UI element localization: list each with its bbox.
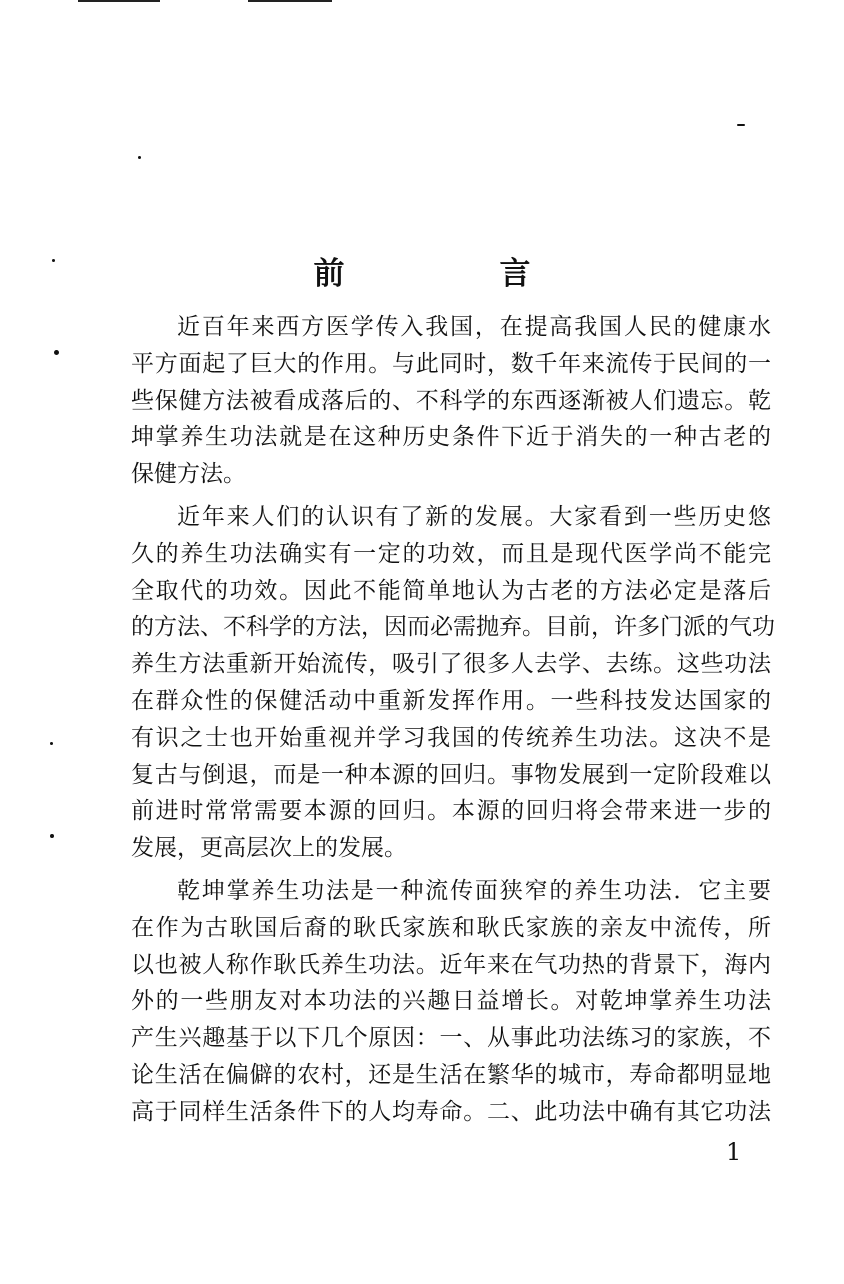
text-line: 坤掌养生功法就是在这种历史条件下近于消失的一种古老的 [131,424,771,451]
text-line: 平方面起了巨大的作用。与此同时，数千年来流传于民间的一 [131,350,771,377]
paragraph [131,499,775,867]
scan-speck [138,156,141,159]
page-number: 1 [726,1138,742,1166]
text-line: 些保健方法被看成落后的、不科学的东西逐渐被人们遗忘。乾 [131,387,771,414]
text-line: 近百年来西方医学传入我国，在提高我国人民的健康水 [177,314,771,340]
preface-body [131,309,775,1131]
text-line: 在群众性的保健活动中重新发挥作用。一些科技发达国家的 [131,687,771,714]
text-line: 外的一些朋友对本功法的兴趣日益增长。对乾坤掌养生功法 [131,988,771,1015]
text-line: 乾坤掌养生功法是一种流传面狭窄的养生功法．它主要 [177,877,771,904]
text-line: 复古与倒退，而是一种本源的回归。事物发展到一定阶段难以 [131,761,771,788]
text-line: 前进时常常需要本源的回归。本源的回归将会带来进一步的 [131,798,771,825]
text-line: 有识之士也开始重视并学习我国的传统养生功法。这决不是 [131,724,771,751]
text-line: 保健方法。 [131,461,246,488]
scan-speck [50,834,54,838]
scan-speck [737,124,745,126]
text-line: 在作为古耿国后裔的耿氏家族和耿氏家族的亲友中流传，所 [131,914,771,941]
scan-speck [54,350,59,355]
paragraph [131,873,771,1131]
scan-edge-mark [78,0,160,2]
text-line: 的方法、不科学的方法，因而必需抛弃。目前，许多门派的气功 [131,614,775,641]
paragraph [131,309,771,493]
text-line: 论生活在偏僻的农村，还是生活在繁华的城市，寿命都明显地 [131,1061,771,1088]
text-line: 发展，更高层次上的发展。 [131,835,407,862]
page-title: 前 言 [313,255,593,292]
scan-edge-mark [248,0,332,2]
text-line: 近年来人们的认识有了新的发展。大家看到一些历史悠 [177,503,771,530]
scan-speck [50,742,53,745]
text-line: 产生兴趣基于以下几个原因：一、从事此功法练习的家族，不 [131,1025,771,1052]
text-line: 以也被人称作耿氏养生功法。近年来在气功热的背景下，海内 [131,951,771,978]
text-line: 久的养生功法确实有一定的功效，而且是现代医学尚不能完 [131,540,771,567]
text-line: 全取代的功效。因此不能简单地认为古老的方法必定是落后 [131,577,771,604]
text-line: 养生方法重新开始流传，吸引了很多人去学、去练。这些功法 [131,651,771,678]
text-line: 高于同样生活条件下的人均寿命。二、此功法中确有其它功法 [131,1098,771,1125]
